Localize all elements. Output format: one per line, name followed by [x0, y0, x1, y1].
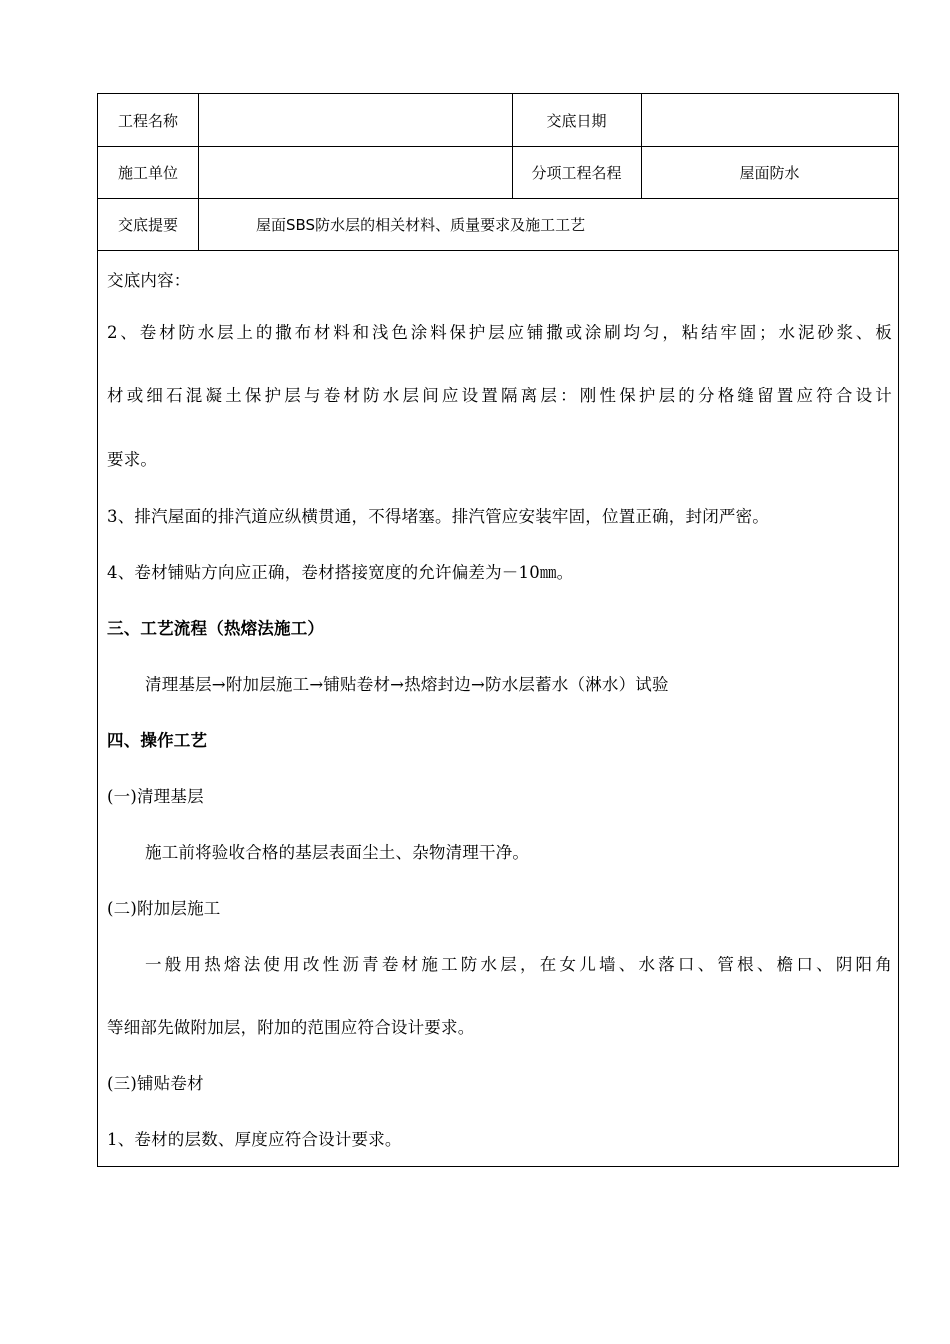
unit-value: [198, 147, 512, 198]
subsection-3-item-1: 1、卷材的层数、厚度应符合设计要求。: [107, 1130, 402, 1149]
header-row-summary: [98, 199, 898, 251]
header-row-unit: [98, 147, 898, 199]
subsection-3-title: (三)铺贴卷材: [107, 1074, 204, 1093]
summary-value: 屋面SBS防水层的相关材料、质量要求及施工工艺: [256, 216, 586, 234]
subsection-2-line-1: 一般用热熔法使用改性沥青卷材施工防水层，在女儿墙、水落口、管根、檐口、阴阳角: [145, 955, 892, 974]
technical-briefing-form: [97, 93, 899, 1167]
unit-label: 施工单位: [117, 164, 178, 182]
header-row-project: [98, 94, 898, 147]
subsection-2-line-2: 等细部先做附加层，附加的范围应符合设计要求。: [107, 1018, 475, 1037]
project-name-value: [198, 94, 512, 146]
date-label: 交底日期: [546, 111, 607, 130]
project-name-label: 工程名称: [117, 111, 178, 130]
summary-label: 交底提要: [117, 216, 178, 234]
section-4-title: 四、操作工艺: [107, 731, 208, 750]
content-intro: 交底内容：: [107, 271, 191, 290]
paragraph-2-line-1: 2、卷材防水层上的撒布材料和浅色涂料保护层应铺撒或涂刷均匀，粘结牢固；水泥砂浆、板: [107, 323, 892, 342]
subsection-1-title: (一)清理基层: [107, 787, 204, 806]
paragraph-3: 3、排汽屋面的排汽道应纵横贯通，不得堵塞。排汽管应安装牢固，位置正确，封闭严密。: [107, 507, 769, 526]
paragraph-2-line-3: 要求。: [107, 450, 158, 469]
section-3-title: 三、工艺流程（热熔法施工）: [107, 619, 325, 638]
process-flow: 清理基层→附加层施工→铺贴卷材→热熔封边→防水层蓄水（淋水）试验: [145, 675, 669, 694]
subsection-1-text: 施工前将验收合格的基层表面尘土、杂物清理干净。: [145, 843, 530, 862]
subsection-2-title: (二)附加层施工: [107, 899, 221, 918]
sub-project-value: 屋面防水: [739, 164, 800, 182]
briefing-content: [98, 251, 898, 1166]
paragraph-4: 4、卷材铺贴方向应正确，卷材搭接宽度的允许偏差为－10㎜。: [107, 563, 574, 582]
sub-project-label: 分项工程名程: [531, 164, 622, 182]
paragraph-2-line-2: 材或细石混凝土保护层与卷材防水层间应设置隔离层：刚性保护层的分格缝留置应符合设计: [107, 386, 892, 405]
date-value: [641, 94, 898, 146]
